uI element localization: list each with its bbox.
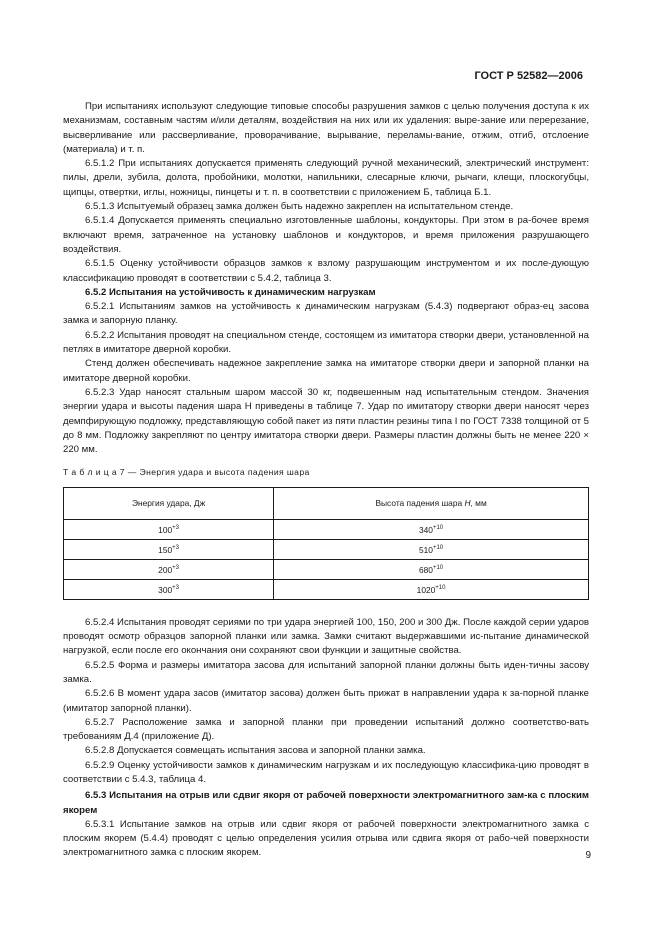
table-row [64,539,589,559]
table-row [64,579,589,599]
height-tolerance: +10 [432,525,444,532]
paragraph: 6.5.2.2 Испытания проводят на специальном стенде, состоящем из имитатора створки двери, установленной на петлях в имитаторе дверной коробки. [63,329,589,356]
paragraph: 6.5.1.4 Допускается применять специально изготовленные шаблоны, кондукторы. При этом в ра-бочее время включают время, затраченное на установку шаблонов и кондукторов, и время приложения разрушающего воздействия. [63,215,589,255]
paragraph: 6.5.2.3 Удар наносят стальным шаром массой 30 кг, подвешенным над испытательным стендом. Значения энергии удара и высоты падения шара H приведены в таблице 7. Удар по имитатору створки двери наносят через демпфирующую подложку, представляющую собой пакет из пяти пластин резины типа I по ГОСТ 7338 толщиной от 5 до 8 мм. Подложку закрепляют по центру имитатора створки двери. Размеры пластин должны быть не менее 220 × 220 мм. [63,386,589,456]
height-value: 1020 [416,585,436,596]
energy-value: 100 [158,525,173,536]
energy-cell [64,539,274,559]
energy-height-table [63,487,589,600]
height-cell [274,519,589,539]
height-cell [274,539,589,559]
height-tolerance: +10 [435,585,446,592]
energy-cell [64,579,274,599]
paragraph: 6.5.2.5 Форма и размеры имитатора засова для испытаний запорной планки должны быть иден-тичны засову замка. [63,659,589,685]
energy-value: 300 [158,585,173,596]
column-header-height [274,487,589,519]
header-variable: H [464,498,471,509]
energy-tolerance: +3 [172,565,179,572]
header-unit: , мм [470,498,487,509]
energy-cell [64,519,274,539]
paragraph: Стенд должен обеспечивать надежное закрепление замка на имитаторе створки двери и запорной планки на имитаторе дверной коробки. [63,358,589,384]
energy-tolerance: +3 [172,545,179,552]
height-cell [274,579,589,599]
paragraph: 6.5.1.5 Оценку устойчивости образцов замков к взлому разрушающим инструментом и их после-дующую классификацию проводят в соответствии с 5.4.2, таблица 3. [63,258,589,284]
paragraph: 6.5.2.1 Испытаниям замков на устойчивость к динамическим нагрузкам (5.4.3) подвергают образ-ец засова замка и запорную планку. [63,301,589,327]
paragraph: 6.5.2.8 Допускается совмещать испытания засова и запорной планки замка. [85,745,426,757]
paragraph: 6.5.1.2 При испытаниях допускается применять следующий ручной механический, электрический инструмент: пилы, дрели, зубила, долота, пробойники, молотки, напильники, слесарные ключи, рычаги, клещи, плоскогубцы, щипцы, отвертки, иглы, ножницы, пинцеты и т. п. в соответствии с приложением Б, таблица Б.1. [63,158,589,198]
section-before-table [63,100,589,457]
section-after-table [63,616,589,861]
energy-tolerance: +3 [172,525,179,532]
section-heading: 6.5.3 Испытания на отрыв или сдвиг якоря от рабочей поверхности электромагнитного зам-ка с плоским якорем [63,790,589,816]
paragraph: 6.5.2.4 Испытания проводят сериями по три удара энергией 100, 150, 200 и 300 Дж. После каждой серии ударов проводят осмотр образцов запорной планки или замка. Замки считают выдержавшими ис-пытание динамической нагрузкой, если после его окончания они сохраняют свои функции и защитные свойства. [63,616,589,657]
table-header-row [64,487,589,519]
page-number: 9 [585,850,591,861]
paragraph: 6.5.3.1 Испытание замков на отрыв или сдвиг якоря от рабочей поверхности электромагнитного замка с плоским якорем (5.4.4) проводят с целью определения усилия отрыва или сдвига якоря от рабо-чей поверхности электромагнитного замка с плоским якорем. [63,818,589,859]
table-row [64,519,589,539]
table-caption: Т а б л и ц а 7 — Энергия удара и высота падения шара [63,467,310,478]
document-body [63,100,589,861]
height-value: 680 [418,565,433,576]
column-header-energy: Энергия удара, Дж [64,487,274,519]
paragraph: При испытаниях используют следующие типовые способы разрушения замков с целью получения доступа к их механизмам, составным частям и/или деталям, воздействия на них или их удаления: выре-зание или перерезание, высверливание или рассверливание, проворачивание, вырывание, переламы-вание, отжим, отгиб, отслоение (материала) и т. п. [63,101,589,155]
paragraph: 6.5.2.6 В момент удара засов (имитатор засова) должен быть прижат в направлении удара к за-порной планке (имитатор запорной планки). [63,688,589,714]
header-text: Высота падения шара [375,498,465,509]
energy-tolerance: +3 [172,585,179,592]
energy-value: 200 [158,565,173,576]
height-value: 340 [418,525,433,536]
height-value: 510 [418,545,433,556]
energy-cell [64,559,274,579]
height-tolerance: +10 [432,545,444,552]
energy-value: 150 [158,545,173,556]
paragraph: 6.5.2.7 Расположение замка и запорной планки при проведении испытаний должно соответство-вать требованиям Д.4 (приложение Д). [63,716,589,743]
height-tolerance: +10 [432,565,444,572]
height-cell [274,559,589,579]
document-code: ГОСТ Р 52582—2006 [474,70,583,82]
section-heading: 6.5.2 Испытания на устойчивость к динамическим нагрузкам [85,286,376,298]
paragraph: 6.5.2.9 Оценку устойчивости замков к динамическим нагрузкам и их последующую классифика-цию проводят в соответствии с 5.4.3, таблица 4. [63,759,589,785]
paragraph: 6.5.1.3 Испытуемый образец замка должен быть надежно закреплен на испытательном стенде. [85,201,514,213]
table-row [64,559,589,579]
